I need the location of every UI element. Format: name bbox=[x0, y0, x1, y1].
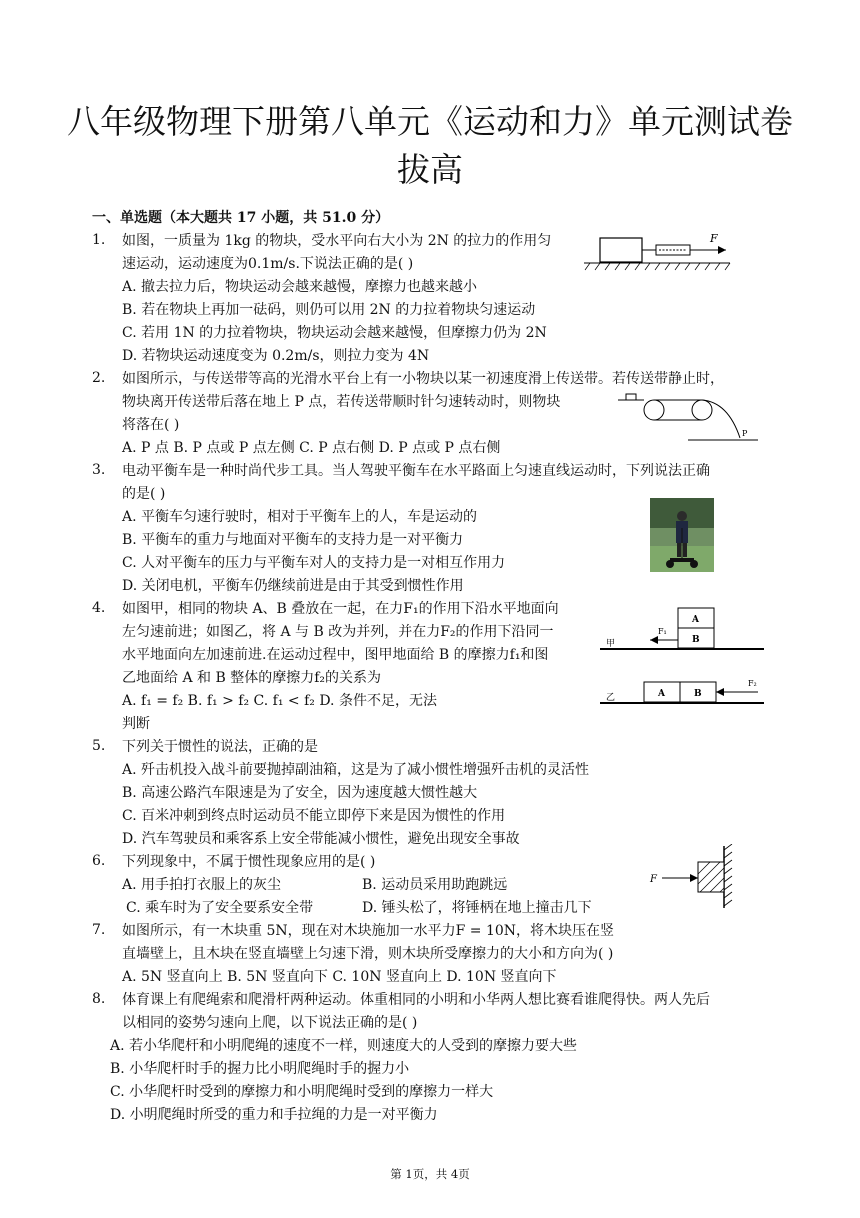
option: A. 若小华爬杆和小明爬绳的速度不一样，则速度大的人受到的摩擦力要大些 bbox=[110, 1038, 578, 1054]
option: D. 若物块运动速度变为 0.2m/s，则拉力变为 4N bbox=[122, 348, 430, 364]
question-text: 如图，一质量为 1kg 的物块，受水平向右大小为 2N 的拉力的作用匀 bbox=[122, 233, 552, 249]
option: C. 人对平衡车的压力与平衡车对人的支持力是一对相互作用力 bbox=[122, 555, 506, 571]
option: C. 若用 1N 的力拉着物块，物块运动会越来越慢，但摩擦力仍为 2N bbox=[122, 325, 547, 341]
question-number: 3. bbox=[92, 462, 106, 478]
point-p-label: P bbox=[742, 429, 748, 438]
force-label: F bbox=[650, 874, 657, 885]
option: A. P 点 B. P 点或 P 点左侧 C. P 点右侧 D. P 点或 P 点右侧 bbox=[122, 440, 501, 456]
option: B. 运动员采用助跑跳远 bbox=[362, 877, 508, 893]
option: A. 平衡车匀速行驶时，相对于平衡车上的人，车是运动的 bbox=[122, 509, 478, 525]
option: D. 关闭电机，平衡车仍继续前进是由于其受到惯性作用 bbox=[122, 578, 464, 594]
stacked-blocks-figure bbox=[598, 604, 766, 712]
question-number: 7. bbox=[92, 922, 106, 938]
option: C. 小华爬杆时受到的摩擦力和小明爬绳时受到的摩擦力一样大 bbox=[110, 1084, 494, 1100]
block-pulled-figure bbox=[580, 228, 732, 274]
question-text: 如图甲，相同的物块 A、B 叠放在一起，在力F₁的作用下沿水平地面向 bbox=[122, 601, 559, 617]
option: D. 汽车驾驶员和乘客系上安全带能减小惯性，避免出现安全事故 bbox=[122, 831, 520, 847]
question-text: 下列关于惯性的说法，正确的是 bbox=[122, 739, 318, 755]
force-label: F bbox=[710, 232, 718, 245]
block-against-wall-figure bbox=[648, 844, 740, 910]
block-b-label: B bbox=[692, 635, 700, 645]
question-text: 左匀速前进；如图乙，将 A 与 B 改为并列，并在力F₂的作用下沿同一 bbox=[122, 624, 554, 640]
jia-label: 甲 bbox=[606, 639, 616, 649]
question-text: 水平地面向左加速前进.在运动过程中，图甲地面给 B 的摩擦力f₁和图 bbox=[122, 647, 549, 663]
question-number: 8. bbox=[92, 991, 106, 1007]
question-text: 的是( ) bbox=[122, 486, 166, 502]
page-footer: 第 1页，共 4页 bbox=[390, 1167, 470, 1181]
block-b-label: B bbox=[694, 689, 702, 699]
document-title-line2: 拔高 bbox=[397, 150, 463, 189]
question-text: 直墙壁上，且木块在竖直墙壁上匀速下滑，则木块所受摩擦力的大小和方向为( ) bbox=[122, 946, 614, 962]
question-number: 4. bbox=[92, 600, 106, 616]
block-a-label: A bbox=[692, 615, 699, 625]
option: 判断 bbox=[122, 716, 150, 732]
option: D. 小明爬绳时所受的重力和手拉绳的力是一对平衡力 bbox=[110, 1107, 438, 1123]
question-text: 以相同的姿势匀速向上爬，以下说法正确的是( ) bbox=[122, 1015, 418, 1031]
question-text: 体育课上有爬绳索和爬滑杆两种运动。体重相同的小明和小华两人想比赛看谁爬得快。两人先后 bbox=[122, 992, 710, 1008]
option: D. 锤头松了，将锤柄在地上撞击几下 bbox=[362, 900, 592, 916]
option: B. 高速公路汽车限速是为了安全，因为速度越大惯性越大 bbox=[122, 785, 478, 801]
balance-scooter-photo bbox=[650, 498, 714, 572]
section-heading: 一、单选题（本大题共 17 小题，共 51.0 分） bbox=[92, 210, 390, 226]
question-text: 如图所示，有一木块重 5N，现在对木块施加一水平力F = 10N，将木块压在竖 bbox=[122, 923, 615, 939]
option: A. 歼击机投入战斗前要抛掉副油箱，这是为了减小惯性增强歼击机的灵活性 bbox=[122, 762, 590, 778]
question-number: 5. bbox=[92, 738, 106, 754]
question-number: 1. bbox=[92, 232, 106, 248]
document-title-line1: 八年级物理下册第八单元《运动和力》单元测试卷 bbox=[67, 102, 793, 141]
yi-label: 乙 bbox=[606, 693, 616, 703]
option: B. 若在物块上再加一砝码，则仍可以用 2N 的力拉着物块匀速运动 bbox=[122, 302, 536, 318]
option: A. 撤去拉力后，物块运动会越来越慢，摩擦力也越来越小 bbox=[122, 279, 478, 295]
option: A. 5N 竖直向上 B. 5N 竖直向下 C. 10N 竖直向上 D. 10N 竖直向下 bbox=[122, 969, 557, 985]
block-a-label: A bbox=[658, 689, 665, 699]
f2-label: F₂ bbox=[748, 679, 757, 688]
f1-label: F₁ bbox=[658, 627, 667, 636]
question-text: 电动平衡车是一种时尚代步工具。当人驾驶平衡车在水平路面上匀速直线运动时，下列说法正确 bbox=[122, 463, 710, 479]
option: B. 平衡车的重力与地面对平衡车的支持力是一对平衡力 bbox=[122, 532, 464, 548]
question-text: 下列现象中，不属于惯性现象应用的是( ) bbox=[122, 854, 376, 870]
option: A. 用手拍打衣服上的灰尘 bbox=[122, 877, 282, 893]
question-text: 乙地面给 A 和 B 整体的摩擦力f₂的关系为 bbox=[122, 670, 381, 686]
question-text: 速运动，运动速度为0.1m/s.下说法正确的是( ) bbox=[122, 256, 414, 272]
option: C. 百米冲刺到终点时运动员不能立即停下来是因为惯性的作用 bbox=[122, 808, 506, 824]
question-text: 如图所示，与传送带等高的光滑水平台上有一小物块以某一初速度滑上传送带。若传送带静止时， bbox=[122, 371, 724, 387]
question-number: 6. bbox=[92, 853, 106, 869]
question-text: 将落在( ) bbox=[122, 417, 180, 433]
conveyor-belt-figure bbox=[618, 388, 760, 446]
option: A. f₁ = f₂ B. f₁ > f₂ C. f₁ < f₂ D. 条件不足，无法 bbox=[122, 693, 437, 709]
option: C. 乘车时为了安全要系安全带 bbox=[126, 900, 314, 916]
option: B. 小华爬杆时手的握力比小明爬绳时手的握力小 bbox=[110, 1061, 410, 1077]
question-number: 2. bbox=[92, 370, 106, 386]
question-text: 物块离开传送带后落在地上 P 点，若传送带顺时针匀速转动时，则物块 bbox=[122, 394, 561, 410]
